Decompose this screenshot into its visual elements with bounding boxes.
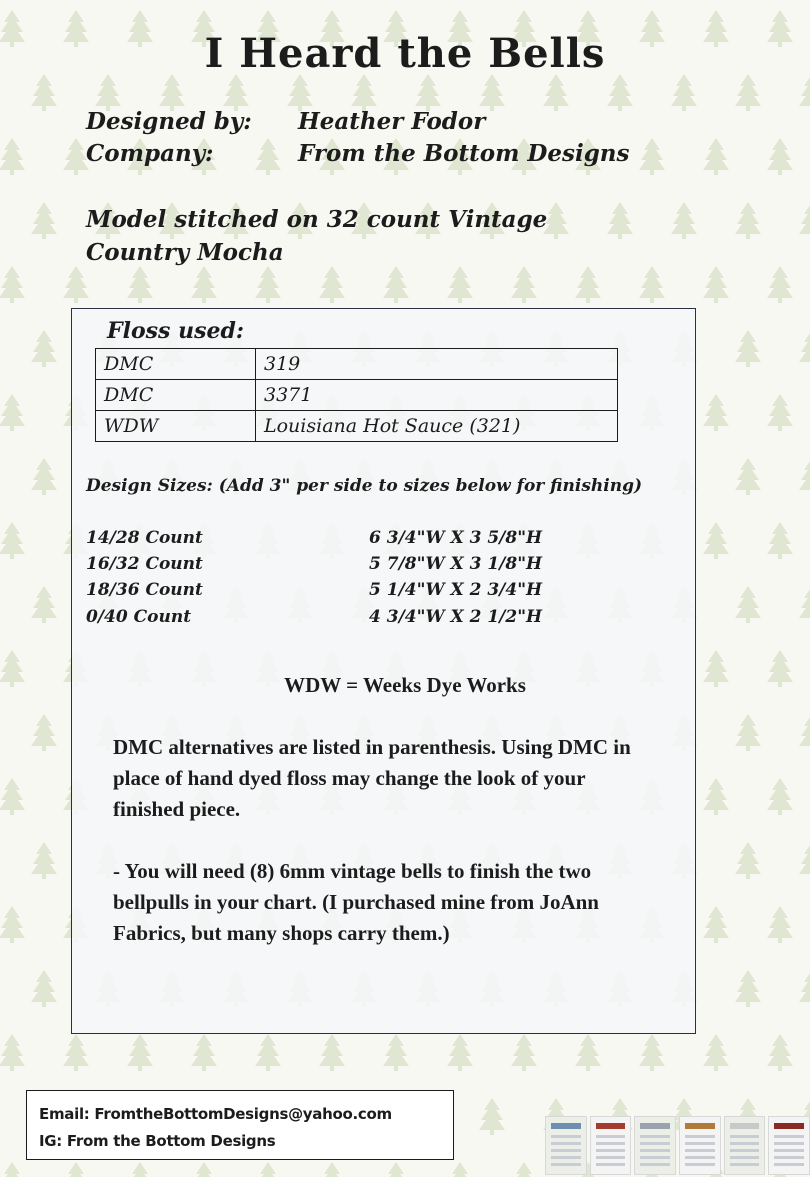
tree-motif: [191, 1162, 217, 1177]
tree-motif: [0, 1162, 25, 1177]
tree-motif: [735, 842, 761, 879]
tree-motif: [799, 330, 810, 367]
tree-motif: [127, 266, 153, 303]
tree-motif: [767, 906, 793, 943]
tree-motif: [31, 330, 57, 367]
tree-motif: [799, 202, 810, 239]
pattern-thumbnail[interactable]: [545, 1116, 587, 1175]
pattern-thumbnail[interactable]: [590, 1116, 632, 1175]
tree-motif: [767, 522, 793, 559]
pattern-thumbnail[interactable]: [768, 1116, 810, 1175]
tree-motif: [511, 266, 537, 303]
model-fabric-note: Model stitched on 32 count Vintage Country Mocha: [86, 206, 548, 266]
tree-motif: [31, 586, 57, 623]
tree-motif: [95, 74, 121, 111]
floss-brand: WDW: [96, 411, 256, 442]
tree-motif: [0, 1034, 25, 1071]
tree-motif: [767, 1034, 793, 1071]
tree-motif: [543, 74, 569, 111]
size-dimensions: 5 1/4"W X 2 3/4"H: [369, 580, 543, 600]
wdw-abbreviation-note: WDW = Weeks Dye Works: [284, 673, 526, 697]
floss-heading: Floss used:: [107, 318, 244, 344]
tree-motif: [767, 394, 793, 431]
tree-motif: [639, 266, 665, 303]
tree-motif: [0, 778, 25, 815]
tree-motif: [351, 74, 377, 111]
tree-motif: [159, 74, 185, 111]
tree-motif: [511, 1162, 537, 1177]
floss-code: 319: [256, 349, 618, 380]
tree-motif: [671, 202, 697, 239]
tree-motif: [799, 842, 810, 879]
floss-brand: DMC: [96, 349, 256, 380]
tree-motif: [447, 1034, 473, 1071]
contact-instagram: IG: From the Bottom Designs: [39, 1132, 276, 1150]
tree-motif: [383, 266, 409, 303]
tree-motif: [223, 74, 249, 111]
company-name: From the Bottom Designs: [298, 140, 630, 167]
tree-motif: [31, 458, 57, 495]
tree-motif: [799, 586, 810, 623]
tree-motif: [703, 394, 729, 431]
tree-motif: [703, 906, 729, 943]
floss-code: 3371: [256, 380, 618, 411]
tree-motif: [255, 1034, 281, 1071]
tree-motif: [287, 74, 313, 111]
pattern-thumbnail[interactable]: [679, 1116, 721, 1175]
tree-motif: [703, 266, 729, 303]
tree-motif: [575, 1034, 601, 1071]
tree-motif: [383, 1034, 409, 1071]
floss-brand: DMC: [96, 380, 256, 411]
tree-motif: [255, 1162, 281, 1177]
size-count: 16/32 Count: [86, 554, 203, 574]
pattern-thumbnail[interactable]: [724, 1116, 766, 1175]
tree-motif: [767, 778, 793, 815]
contact-box: [26, 1090, 454, 1160]
dmc-alternatives-note: DMC alternatives are listed in parenthesis. Using DMC in place of hand dyed floss may change the look of your finished piece.: [113, 735, 631, 821]
size-dimensions: 6 3/4"W X 3 5/8"H: [369, 528, 543, 548]
tree-motif: [575, 266, 601, 303]
tree-motif: [447, 1162, 473, 1177]
tree-motif: [31, 202, 57, 239]
size-count: 0/40 Count: [86, 607, 192, 627]
tree-motif: [191, 266, 217, 303]
tree-motif: [767, 266, 793, 303]
tree-motif: [447, 266, 473, 303]
contact-email: Email: FromtheBottomDesigns@yahoo.com: [39, 1105, 392, 1123]
tree-motif: [255, 138, 281, 175]
tree-motif: [735, 202, 761, 239]
design-sizes-heading: Design Sizes: (Add 3" per side to sizes below for finishing): [86, 476, 643, 496]
size-dimensions: 4 3/4"W X 2 1/2"H: [369, 607, 543, 627]
tree-motif: [799, 74, 810, 111]
floss-row: [96, 411, 618, 442]
floss-row: [96, 380, 618, 411]
designed-by-label: Designed by:: [86, 108, 252, 135]
tree-motif: [735, 74, 761, 111]
tree-motif: [479, 74, 505, 111]
tree-motif: [383, 1162, 409, 1177]
tree-motif: [63, 1034, 89, 1071]
tree-motif: [31, 74, 57, 111]
tree-motif: [127, 1034, 153, 1071]
tree-motif: [703, 778, 729, 815]
tree-motif: [735, 586, 761, 623]
tree-motif: [319, 1162, 345, 1177]
tree-motif: [319, 266, 345, 303]
tree-motif: [639, 138, 665, 175]
tree-motif: [511, 1034, 537, 1071]
tree-motif: [735, 330, 761, 367]
bells-note: - You will need (8) 6mm vintage bells to finish the two bellpulls in your chart. (I purchased mine from JoAnn Fabrics, but many shops carry them.): [113, 859, 599, 945]
tree-motif: [0, 266, 25, 303]
tree-motif: [703, 522, 729, 559]
tree-motif: [703, 1034, 729, 1071]
tree-motif: [31, 714, 57, 751]
tree-motif: [415, 74, 441, 111]
company-label: Company:: [86, 140, 214, 167]
pattern-thumbnails: [545, 1116, 810, 1177]
tree-motif: [799, 458, 810, 495]
tree-motif: [255, 266, 281, 303]
tree-motif: [799, 714, 810, 751]
floss-row: [96, 349, 618, 380]
tree-motif: [735, 714, 761, 751]
tree-motif: [639, 1034, 665, 1071]
tree-motif: [63, 1162, 89, 1177]
tree-motif: [31, 842, 57, 879]
tree-motif: [0, 138, 25, 175]
tree-motif: [0, 906, 25, 943]
tree-motif: [0, 522, 25, 559]
tree-motif: [127, 1162, 153, 1177]
tree-motif: [799, 970, 810, 1007]
tree-motif: [735, 970, 761, 1007]
floss-table: [95, 348, 618, 442]
tree-motif: [703, 138, 729, 175]
size-dimensions: 5 7/8"W X 3 1/8"H: [369, 554, 543, 574]
pattern-thumbnail[interactable]: [634, 1116, 676, 1175]
tree-motif: [31, 970, 57, 1007]
designer-name: Heather Fodor: [298, 108, 486, 135]
tree-motif: [767, 138, 793, 175]
floss-code: Louisiana Hot Sauce (321): [256, 411, 618, 442]
tree-motif: [479, 1098, 505, 1135]
tree-motif: [0, 394, 25, 431]
size-count: 14/28 Count: [86, 528, 203, 548]
tree-motif: [319, 1034, 345, 1071]
tree-motif: [735, 458, 761, 495]
page-title: I Heard the Bells: [204, 30, 606, 77]
size-count: 18/36 Count: [86, 580, 203, 600]
tree-motif: [607, 74, 633, 111]
tree-motif: [191, 1034, 217, 1071]
tree-motif: [671, 74, 697, 111]
tree-motif: [63, 266, 89, 303]
